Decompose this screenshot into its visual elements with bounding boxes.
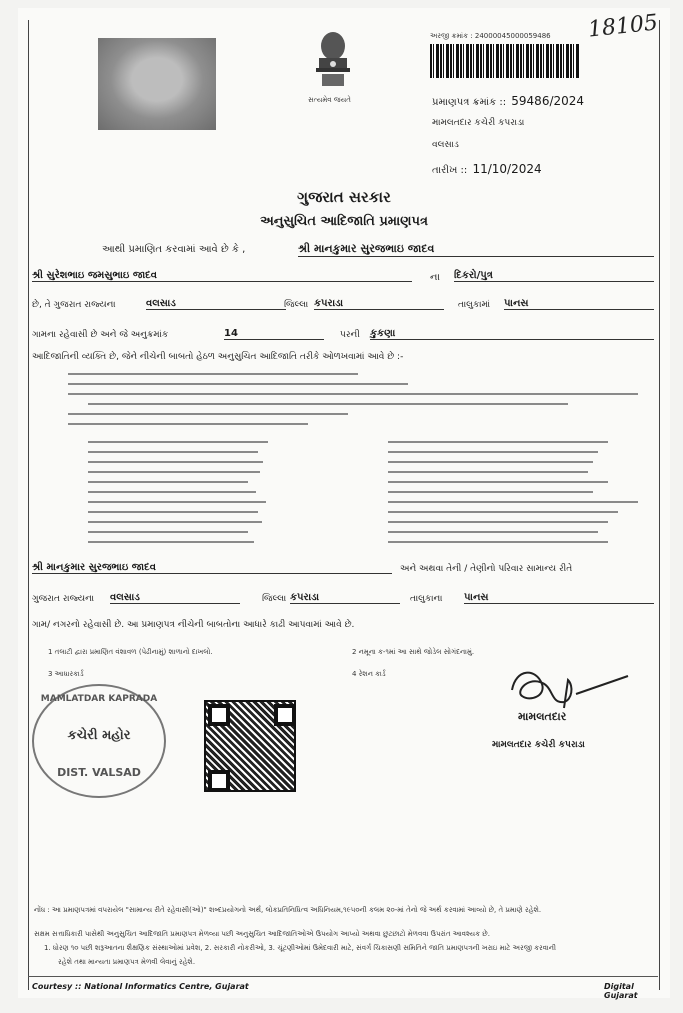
document-item-4: 4 રેશન કાર્ડ <box>352 670 386 678</box>
signatory-title: મામલતદાર <box>518 710 567 723</box>
district-value-2: વલસાડ <box>110 592 240 604</box>
taluka-label: તાલુકામાં <box>458 300 491 310</box>
document-item-1: 1 તલાટી દ્વારા પ્રમાણિત વંશાવળ (પેઢીનામું) શાળાનો દાખલો. <box>48 648 213 656</box>
qr-code <box>204 700 296 792</box>
certificate-number <box>432 94 584 108</box>
relation-value: દિકરો/પુત્ર <box>454 270 654 282</box>
signatory-office: મામલતદાર કચેરી કપરાડા <box>492 740 585 750</box>
application-value: 24000045000059486 <box>474 32 551 40</box>
jilla-label-2: જિલ્લા <box>262 594 287 604</box>
note-4: રહેશે તથા માન્યતા પ્રમાણપત્ર મેળવી લેવાનું રહેશે. <box>58 958 196 966</box>
office-seal <box>32 684 166 798</box>
barcode <box>430 44 580 78</box>
serial-number: 14 <box>224 328 324 340</box>
note-3: 1. ધોરણ ૧૦ પછી શરૂઆતના શૈક્ષણિક સંસ્થાઓમાં પ્રવેશ, 2. સરકારી નોકરીઓ, 3. ચૂંટણીઓમાં ઉમેદવારી માટે, સંવર્ગ ચિકાસણી સમિતિને જાતિ પ્રમાણપત્રની ખરાઇ માટે અરજી કરવાની <box>44 944 556 952</box>
emblem-caption: સત્યમેવ જયતે <box>308 96 351 104</box>
certificate-page <box>18 8 670 998</box>
signature-image <box>506 658 636 718</box>
tribe-recognition-text: આદિજાતિની વ્યક્તિ છે, જેને નીચેની બાબતો હેઠળ અનુસુચિત આદિજાતિ તરીકે ઓળખવામાં આવે છે :- <box>32 352 404 362</box>
seal-top-text: MAMLATDAR KAPRADA <box>40 694 158 704</box>
jilla-label: જિલ્લા <box>284 300 309 310</box>
government-title: ગુજરાત સરકાર <box>297 188 391 206</box>
applicant-photo <box>98 38 216 130</box>
serial-suffix: પરની <box>340 330 360 340</box>
date-label: તારીખ :: <box>432 165 468 176</box>
family-residence-text: અને અથવા તેની / તેણીનો પરિવાર સામાન્ય રીતે <box>400 564 573 574</box>
certificate-no-label: પ્રમાણપત્ર ક્રમાંક :: <box>432 97 507 108</box>
taluka-value-2: પાનસ <box>464 592 654 604</box>
father-name: શ્રી સુરેશભાઇ જમસુભાઇ જાદવ <box>32 270 412 282</box>
office-line2: વલસાડ <box>432 140 459 150</box>
certificate-no-value: 59486/2024 <box>511 94 585 108</box>
footer-brand: Digital Gujarat <box>604 982 638 1000</box>
certify-prefix: આથી પ્રમાણિત કરવામાં આવે છે કે , <box>102 244 246 255</box>
certificate-title: અનુસુચિત આદિજાતિ પ્રમાણપત્ર <box>260 214 428 229</box>
applicant-name: શ્રી માનકુમાર સુરજભાઇ જાદવ <box>298 242 654 257</box>
state-prefix-2: ગુજરાત રાજ્યના <box>32 594 95 604</box>
district-value: વલસાડ <box>146 298 286 310</box>
resident-prefix: ગામના રહેવાસી છે અને જે અનુક્રમાંક <box>32 330 169 340</box>
footer-credit: Courtesy :: National Informatics Centre, Gujarat <box>32 982 249 991</box>
tribe-name: કુકણા <box>370 328 654 340</box>
taluka-label-2: તાલુકાના <box>410 594 443 604</box>
emblem-icon <box>310 28 356 94</box>
document-item-2: 2 નમૂના ક-૧માં આ સાથે જોડેલ સોગંદનામું. <box>352 648 475 656</box>
jilla-value-2: કપરાડા <box>290 592 400 604</box>
issue-date <box>432 162 542 176</box>
seal-center-text: કચેરી મહોર <box>67 728 131 743</box>
handwritten-number: 18105 <box>586 10 660 43</box>
taluka-value: પાનસ <box>504 298 654 310</box>
document-item-3: 3 આધારકાર્ડ <box>48 670 84 678</box>
application-label: અરજી ક્રમાંક : <box>430 32 473 40</box>
applicant-name-2: શ્રી માનકુમાર સુરજભાઇ જાદવ <box>32 562 392 574</box>
note-2: સક્ષમ સત્તાધિકારી પાસેથી અનુસુચિત આદિજાતિ પ્રમાણપત્ર મેળવ્યા પછી અનુસુચિત આદિજાતિઓએ ઉપયોગ આપ્યો અથવા છુટછાટો મેળવવા ઉપરાંત આવશ્યક છે. <box>34 930 490 938</box>
state-prefix: છે, તે ગુજરાત રાજ્યના <box>32 300 116 310</box>
jilla-value: કપરાડા <box>314 298 444 310</box>
application-number <box>430 32 551 41</box>
note-1: નોંધ : આ પ્રમાણપત્રમાં વપરાયેલ "સામાન્ય રીતે રહેવાસી(ઓ)" શબ્દપ્રયોગનો અર્થ, લોકપ્રતિનિધિત્વ અધિનિયમ,૧૯૫૦ની કલમ ૨૦-માં તેનો જે અર્થ કરવામાં આવ્યો છે, તે પ્રમાણે રહેશે. <box>34 906 542 914</box>
footer-divider <box>28 976 658 977</box>
seal-bottom-text: DIST. VALSAD <box>57 766 141 779</box>
office-line1: મામલતદાર કચેરી કપરાડા <box>432 118 525 128</box>
date-value: 11/10/2024 <box>472 162 542 176</box>
legal-references-block <box>48 370 648 558</box>
relation-label: ના <box>430 272 440 283</box>
basis-text: ગામ/ નગરનો રહેવાસી છે. આ પ્રમાણપત્ર નીચેની બાબતોના આધારે કાઢી આપવામાં આવે છે. <box>32 620 355 630</box>
